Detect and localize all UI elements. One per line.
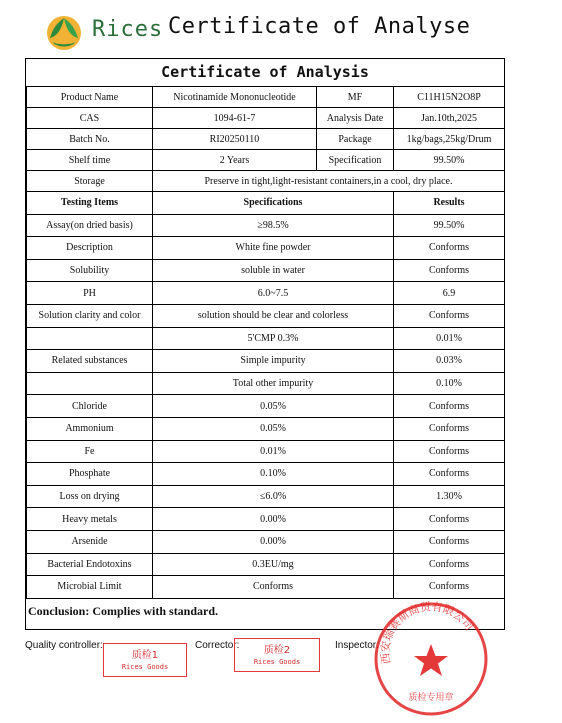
spec-label: Specification <box>317 150 394 171</box>
column-header-row <box>27 192 505 215</box>
storage-value: Preserve in tight,light-resistant containers,in a cool, dry place. <box>153 171 505 192</box>
row-item: Assay(on dried basis) <box>27 214 153 237</box>
storage-label: Storage <box>27 171 153 192</box>
row-result: 1.30% <box>394 485 505 508</box>
rices-logo-icon <box>44 12 84 52</box>
table-row <box>27 350 505 373</box>
row-result: 0.10% <box>394 372 505 395</box>
row-item: Solubility <box>27 259 153 282</box>
batch-label: Batch No. <box>27 129 153 150</box>
row-item: Microbial Limit <box>27 576 153 599</box>
stamp-2-en: Rices Goods <box>253 658 301 666</box>
table-row <box>27 327 505 350</box>
certificate-table <box>26 86 505 599</box>
table-row <box>27 440 505 463</box>
spec-value: 99.50% <box>394 150 505 171</box>
quality-stamp-1 <box>103 643 187 677</box>
product-name-label: Product Name <box>27 87 153 108</box>
row-spec: Simple impurity <box>153 350 394 373</box>
row-spec: Total other impurity <box>153 372 394 395</box>
row-item: Description <box>27 237 153 260</box>
info-row-cas <box>27 108 505 129</box>
table-row <box>27 214 505 237</box>
package-label: Package <box>317 129 394 150</box>
table-row <box>27 530 505 553</box>
package-value: 1kg/bags,25kg/Drum <box>394 129 505 150</box>
row-result: Conforms <box>394 553 505 576</box>
table-row <box>27 463 505 486</box>
row-item: Related substances <box>27 350 153 373</box>
row-result: 0.03% <box>394 350 505 373</box>
company-seal-icon <box>372 600 490 718</box>
row-result: Conforms <box>394 440 505 463</box>
seal-star-icon <box>414 644 448 676</box>
table-row <box>27 485 505 508</box>
table-row <box>27 282 505 305</box>
row-item: Ammonium <box>27 417 153 440</box>
row-spec: 0.01% <box>153 440 394 463</box>
row-item: Heavy metals <box>27 508 153 531</box>
quality-controller-label: Quality controller: <box>25 640 103 651</box>
stamp-1-cn: 质检1 <box>131 650 159 661</box>
product-name-value: Nicotinamide Mononucleotide <box>153 87 317 108</box>
row-item <box>27 372 153 395</box>
cas-label: CAS <box>27 108 153 129</box>
row-item: PH <box>27 282 153 305</box>
svg-text:西安瑞赛斯商贸有限公司 <box>378 600 476 665</box>
row-spec: solution should be clear and colorless <box>153 304 394 327</box>
row-item: Fe <box>27 440 153 463</box>
row-spec: 0.10% <box>153 463 394 486</box>
shelf-label: Shelf time <box>27 150 153 171</box>
column-header-result: Results <box>394 192 505 215</box>
corrector-label: Corrector: <box>195 640 240 651</box>
row-spec: 5'CMP 0.3% <box>153 327 394 350</box>
certificate-frame <box>25 58 505 630</box>
info-row-shelf <box>27 150 505 171</box>
batch-value: RI20250110 <box>153 129 317 150</box>
row-result: 6.9 <box>394 282 505 305</box>
quality-stamp-2 <box>234 638 320 672</box>
row-result: Conforms <box>394 259 505 282</box>
row-result: Conforms <box>394 395 505 418</box>
document-title: Certificate of Analyse <box>168 14 471 39</box>
info-row-batch <box>27 129 505 150</box>
row-spec: Conforms <box>153 576 394 599</box>
row-result: Conforms <box>394 304 505 327</box>
table-row <box>27 237 505 260</box>
info-row-storage <box>27 171 505 192</box>
row-result: Conforms <box>394 463 505 486</box>
row-spec: ≥98.5% <box>153 214 394 237</box>
row-result: Conforms <box>394 417 505 440</box>
table-row <box>27 259 505 282</box>
table-row <box>27 304 505 327</box>
row-result: Conforms <box>394 237 505 260</box>
shelf-value: 2 Years <box>153 150 317 171</box>
mf-label: MF <box>317 87 394 108</box>
row-item: Bacterial Endotoxins <box>27 553 153 576</box>
table-row <box>27 553 505 576</box>
row-item: Solution clarity and color <box>27 304 153 327</box>
table-row <box>27 417 505 440</box>
row-spec: ≤6.0% <box>153 485 394 508</box>
row-spec: soluble in water <box>153 259 394 282</box>
stamp-2-cn: 质检2 <box>263 645 291 656</box>
row-result: Conforms <box>394 508 505 531</box>
row-spec: 0.05% <box>153 395 394 418</box>
analysis-date-value: Jan.10th,2025 <box>394 108 505 129</box>
row-result: Conforms <box>394 530 505 553</box>
column-header-spec: Specifications <box>153 192 394 215</box>
certificate-title: Certificate of Analysis <box>161 63 369 81</box>
table-row <box>27 372 505 395</box>
row-item <box>27 327 153 350</box>
mf-value: C11H15N2O8P <box>394 87 505 108</box>
row-result: Conforms <box>394 576 505 599</box>
brand-name: Rices <box>92 17 164 42</box>
table-row <box>27 508 505 531</box>
inspector-label: Inspector: <box>335 640 379 651</box>
row-spec: 0.05% <box>153 417 394 440</box>
page-header <box>0 0 562 56</box>
column-header-item: Testing Items <box>27 192 153 215</box>
row-result: 0.01% <box>394 327 505 350</box>
info-row-product <box>27 87 505 108</box>
cas-value: 1094-61-7 <box>153 108 317 129</box>
row-item: Loss on drying <box>27 485 153 508</box>
row-item: Phosphate <box>27 463 153 486</box>
row-spec: White fine powder <box>153 237 394 260</box>
stamp-1-en: Rices Goods <box>121 663 169 671</box>
conclusion-text: Conclusion: Complies with standard. <box>28 604 219 618</box>
row-result: 99.50% <box>394 214 505 237</box>
row-item: Chloride <box>27 395 153 418</box>
analysis-date-label: Analysis Date <box>317 108 394 129</box>
seal-ring-text: 西安瑞赛斯商贸有限公司 <box>378 600 476 665</box>
table-row <box>27 576 505 599</box>
table-row <box>27 395 505 418</box>
row-item: Arsenide <box>27 530 153 553</box>
row-spec: 0.00% <box>153 508 394 531</box>
seal-bottom-text: 质检专用章 <box>408 693 454 703</box>
row-spec: 0.3EU/mg <box>153 553 394 576</box>
row-spec: 0.00% <box>153 530 394 553</box>
row-spec: 6.0~7.5 <box>153 282 394 305</box>
